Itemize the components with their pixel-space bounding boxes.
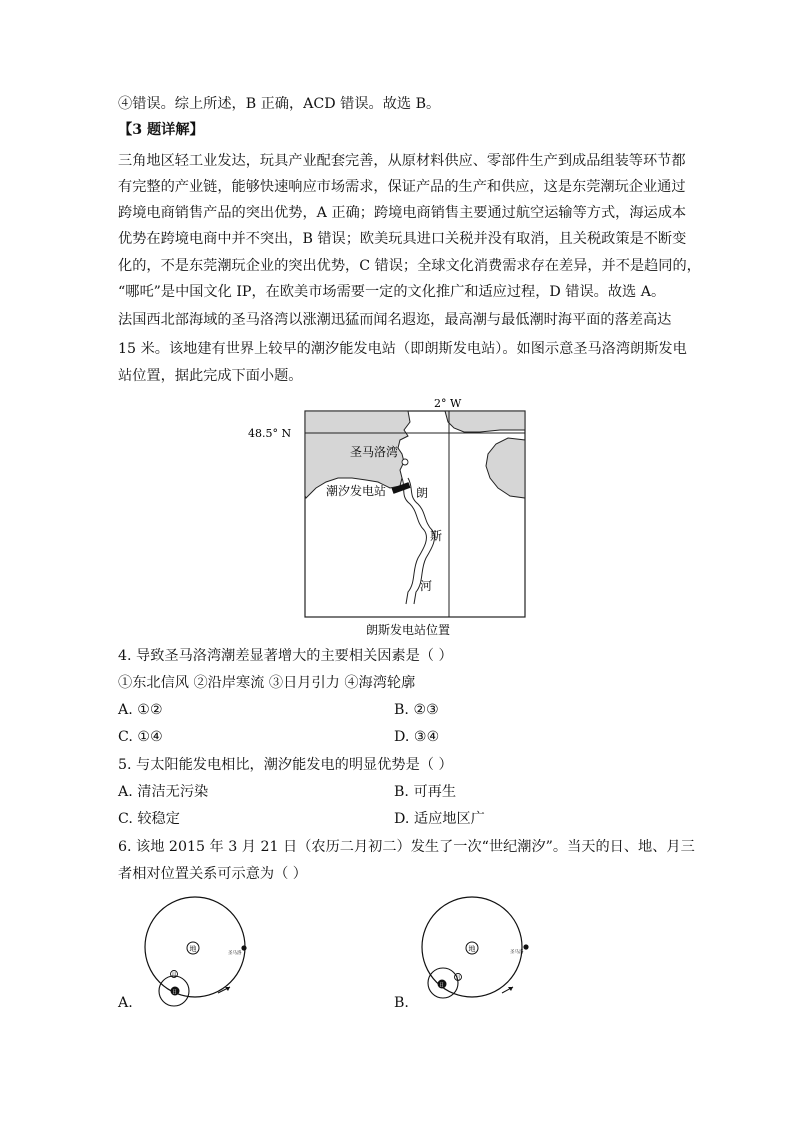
saint-malo-point: [523, 944, 528, 949]
q4-factors: ①东北信风 ②沿岸寒流 ③日月引力 ④海湾轮廓: [118, 675, 416, 691]
rance-station-map: [240, 392, 540, 642]
q3-explanation-line: 有完整的产业链，能够快速响应市场需求，保证产品的生产和供应，这是东莞潮玩企业通过: [118, 179, 686, 195]
q3-heading: 【3 题详解】: [118, 122, 204, 138]
east-land-top: [445, 411, 525, 432]
intro-line: 15 米。该地建有世界上较早的潮汐能发电站（即朗斯发电站）。如图示意圣马洛湾朗斯发电: [118, 341, 687, 357]
q4-option-b[interactable]: B. ②③: [394, 702, 439, 718]
sun-label: 日: [172, 989, 178, 996]
river-label-2: 斯: [430, 529, 443, 543]
station-label: 潮汐发电站: [326, 484, 387, 498]
q4-option-d[interactable]: D. ③④: [394, 729, 440, 745]
latitude-label: 48.5° N: [248, 427, 292, 440]
q4-stem: 4. 导致圣马洛湾潮差显著增大的主要相关因素是（ ）: [118, 648, 453, 664]
q6-option-a-label[interactable]: A.: [118, 995, 133, 1011]
q5-stem: 5. 与太阳能发电相比，潮汐能发电的明显优势是（ ）: [118, 757, 453, 773]
q3-explanation-line: 跨境电商销售产品的突出优势，A 正确；跨境电商销售主要通过航空运输等方式，海运成本: [118, 205, 687, 221]
saint-malo-tag: 圣马洛: [228, 951, 242, 956]
longitude-label: 2° W: [434, 397, 462, 410]
earth-label: 地: [468, 945, 476, 953]
q6-option-b-label[interactable]: B.: [394, 995, 409, 1011]
saint-malo-point: [241, 945, 246, 950]
q6-diagram-a[interactable]: [140, 892, 260, 1012]
moon-label: 月: [455, 975, 461, 982]
q5-option-a[interactable]: A. 清洁无污染: [118, 784, 209, 800]
q5-option-b[interactable]: B. 可再生: [394, 784, 457, 800]
q4-option-a[interactable]: A. ①②: [118, 702, 163, 718]
earth-label: 地: [189, 945, 197, 953]
q6-diagram-b[interactable]: [416, 892, 536, 1012]
intro-line: 法国西北部海域的圣马洛湾以涨潮迅猛而闻名遐迩，最高潮与最低潮时海平面的落差高达: [118, 312, 672, 328]
q4-option-c[interactable]: C. ①④: [118, 729, 163, 745]
small-island: [402, 459, 408, 465]
map-caption: 朗斯发电站位置: [366, 623, 451, 637]
q6-stem-line: 者相对位置关系可示意为（ ）: [118, 866, 307, 882]
saint-malo-tag: 圣马洛: [510, 950, 524, 955]
q3-explanation-line: 化的，不是东莞潮玩企业的突出优势，C 错误；全球文化消费需求存在差异，并不是趋同的，: [118, 258, 701, 274]
river-label-3: 河: [420, 579, 433, 593]
q3-explanation-line: 优势在跨境电商中并不突出，B 错误；欧美玩具进口关税并没有取消，且关税政策是不断变: [118, 231, 687, 247]
q5-option-c[interactable]: C. 较稳定: [118, 811, 180, 827]
intro-line: 站位置，据此完成下面小题。: [118, 368, 303, 384]
bay-label: 圣马洛湾: [350, 445, 399, 459]
q3-explanation-line: “哪吒”是中国文化 IP，在欧美市场需要一定的文化推广和适应过程，D 错误。故选 A。: [118, 284, 666, 300]
q6-stem-line: 6. 该地 2015 年 3 月 21 日（农历二月初二）发生了一次“世纪潮汐”。当天的日、地、月三: [118, 839, 695, 855]
q5-option-d[interactable]: D. 适应地区广: [394, 811, 485, 827]
q3-explanation-line: 三角地区轻工业发达，玩具产业配套完善，从原材料供应、零部件生产到成品组装等环节都: [118, 153, 686, 169]
moon-label: 月: [171, 972, 177, 979]
sun-label: 日: [439, 982, 445, 989]
river-label-1: 朗: [416, 486, 429, 500]
previous-answer-line: ④错误。综上所述，B 正确，ACD 错误。故选 B。: [118, 96, 441, 112]
